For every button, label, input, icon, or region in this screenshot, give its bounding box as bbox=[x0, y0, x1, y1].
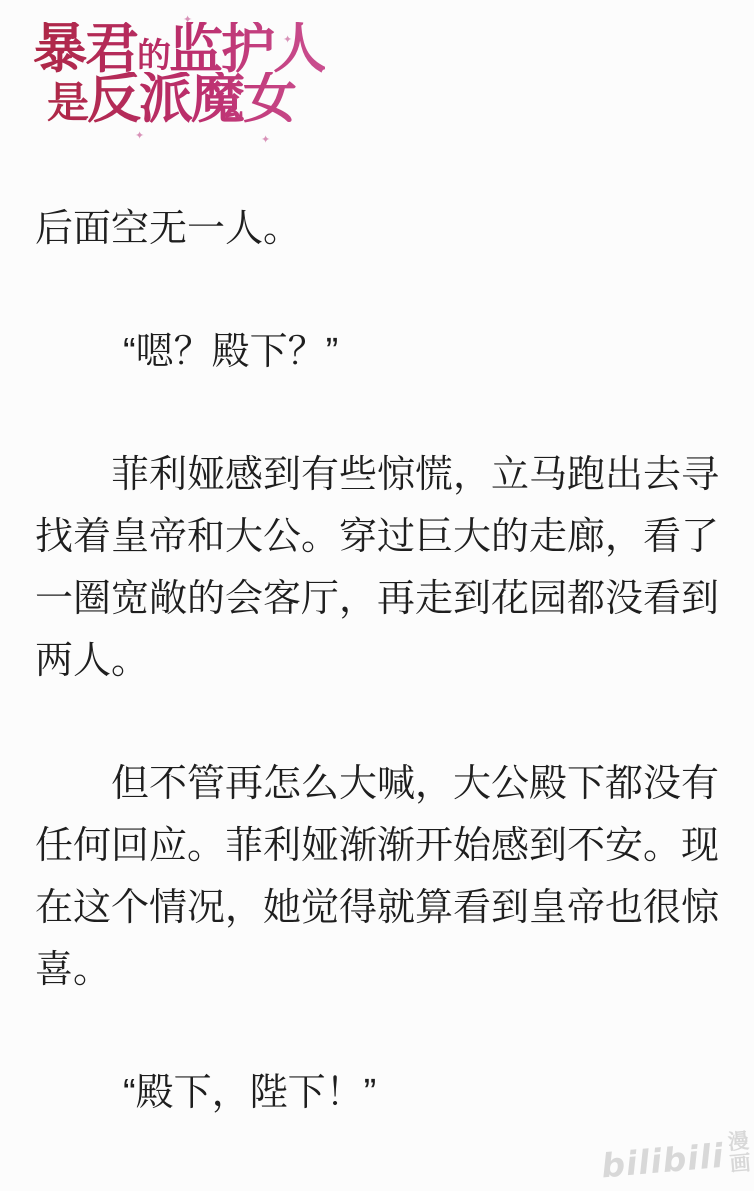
paragraph-narration-2: 菲利娅感到有些惊慌，立马跑出去寻找着皇帝和大公。穿过巨大的走廊，看了一圈宽敞的会客厅，再走到花园都没看到两人。 bbox=[35, 454, 720, 682]
logo-title-line-2 bbox=[47, 69, 325, 129]
sparkle-icon: ✦ bbox=[183, 13, 193, 26]
manga-suffix-text bbox=[727, 1131, 752, 1177]
logo-text-segment: 是 bbox=[47, 81, 88, 127]
manga-suffix-char-bottom: 画 bbox=[728, 1151, 752, 1177]
sparkle-icon: ✦ bbox=[135, 129, 145, 142]
logo-text-segment: 的 bbox=[137, 38, 169, 75]
paragraph-dialogue-1: “嗯？殿下？” bbox=[123, 331, 339, 373]
bilibili-manga-watermark bbox=[599, 1131, 751, 1188]
bilibili-logo-text: bilibili bbox=[599, 1135, 726, 1185]
paragraph-dialogue-2: “殿下，陛下！” bbox=[123, 1072, 377, 1114]
series-title-logo bbox=[33, 13, 325, 146]
paragraph-narration-1: 后面空无一人。 bbox=[35, 208, 302, 250]
novel-text-body bbox=[35, 198, 720, 1124]
logo-title-line-1 bbox=[33, 19, 325, 79]
manga-suffix-char-top: 漫 bbox=[726, 1129, 750, 1155]
logo-text-segment: 监护人 bbox=[169, 19, 325, 79]
sparkle-icon: ✦ bbox=[283, 33, 293, 46]
logo-text-segment: 暴君 bbox=[33, 19, 137, 79]
logo-text-segment: 反派魔女 bbox=[87, 69, 296, 129]
paragraph-narration-3: 但不管再怎么大喊，大公殿下都没有任何回应。菲利娅渐渐开始感到不安。现在这个情况，她觉得就算看到皇帝也很惊喜。 bbox=[35, 763, 720, 991]
sparkle-icon: ✦ bbox=[261, 133, 271, 146]
